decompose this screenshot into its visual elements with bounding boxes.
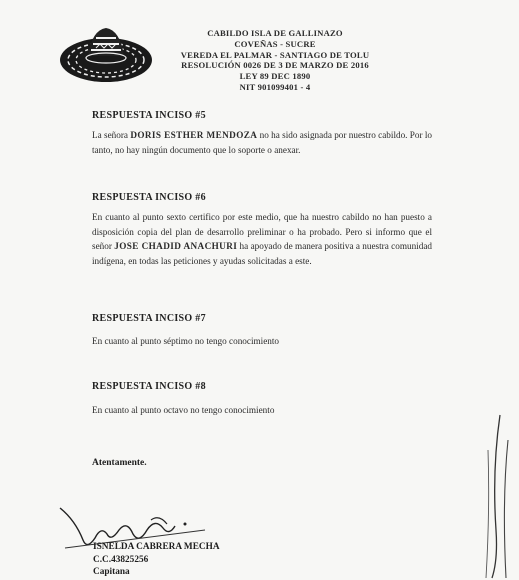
signer-block — [93, 541, 220, 579]
section-body-inciso-8 — [92, 403, 432, 418]
section-title-inciso-5: RESPUESTA INCISO #5 — [92, 110, 206, 121]
closing-salutation: Atentamente. — [92, 458, 147, 468]
body-text: En cuanto al punto sexto certifico por este medio, que ha nuestro cabildo no han puesto a disposición copia del plan de desarrollo preliminar o ha probado. Pero si informo que el señor — [92, 212, 432, 252]
signer-name: ISNELDA CABRERA MECHA — [93, 542, 220, 552]
section-body-inciso-5 — [92, 128, 432, 157]
letterhead-line: CABILDO ISLA DE GALLINAZO — [207, 28, 343, 38]
letterhead-line: VEREDA EL PALMAR - SANTIAGO DE TOLU — [180, 49, 370, 60]
letterhead — [160, 28, 390, 93]
signer-id: C.C.43825256 — [93, 554, 149, 565]
signer-role: Capitana — [93, 567, 130, 577]
body-text: En cuanto al punto octavo no tengo conocimiento — [92, 405, 275, 415]
body-text: La señora — [92, 130, 131, 140]
letterhead-line: LEY 89 DEC 1890 — [239, 71, 311, 82]
body-text: no ha sido asignada por nuestro cabildo. Por lo tanto, no hay ningún documento que lo soporte o anexar. — [92, 130, 433, 155]
body-text: ha apoyado de manera positiva a nuestra comunidad indígena, en todas las peticiones y ayudas solicitadas a este. — [92, 241, 432, 266]
person-name: JOSE CHADID ANACHURI — [114, 241, 238, 252]
section-title-inciso-8: RESPUESTA INCISO #8 — [92, 381, 206, 392]
person-name: DORIS ESTHER MENDOZA — [130, 130, 258, 140]
section-body-inciso-6 — [92, 210, 432, 268]
letterhead-line: COVEÑAS - SUCRE — [234, 38, 316, 49]
section-body-inciso-7 — [92, 334, 432, 349]
letterhead-line: NIT 901099401 - 4 — [239, 81, 311, 92]
letterhead-line: RESOLUCIÓN 0026 DE 3 DE MARZO DE 2016 — [181, 60, 369, 71]
section-title-inciso-6: RESPUESTA INCISO #6 — [92, 192, 206, 203]
body-text: En cuanto al punto séptimo no tengo conocimiento — [92, 336, 280, 346]
margin-scribble — [478, 410, 518, 580]
section-title-inciso-7: RESPUESTA INCISO #7 — [92, 313, 206, 324]
